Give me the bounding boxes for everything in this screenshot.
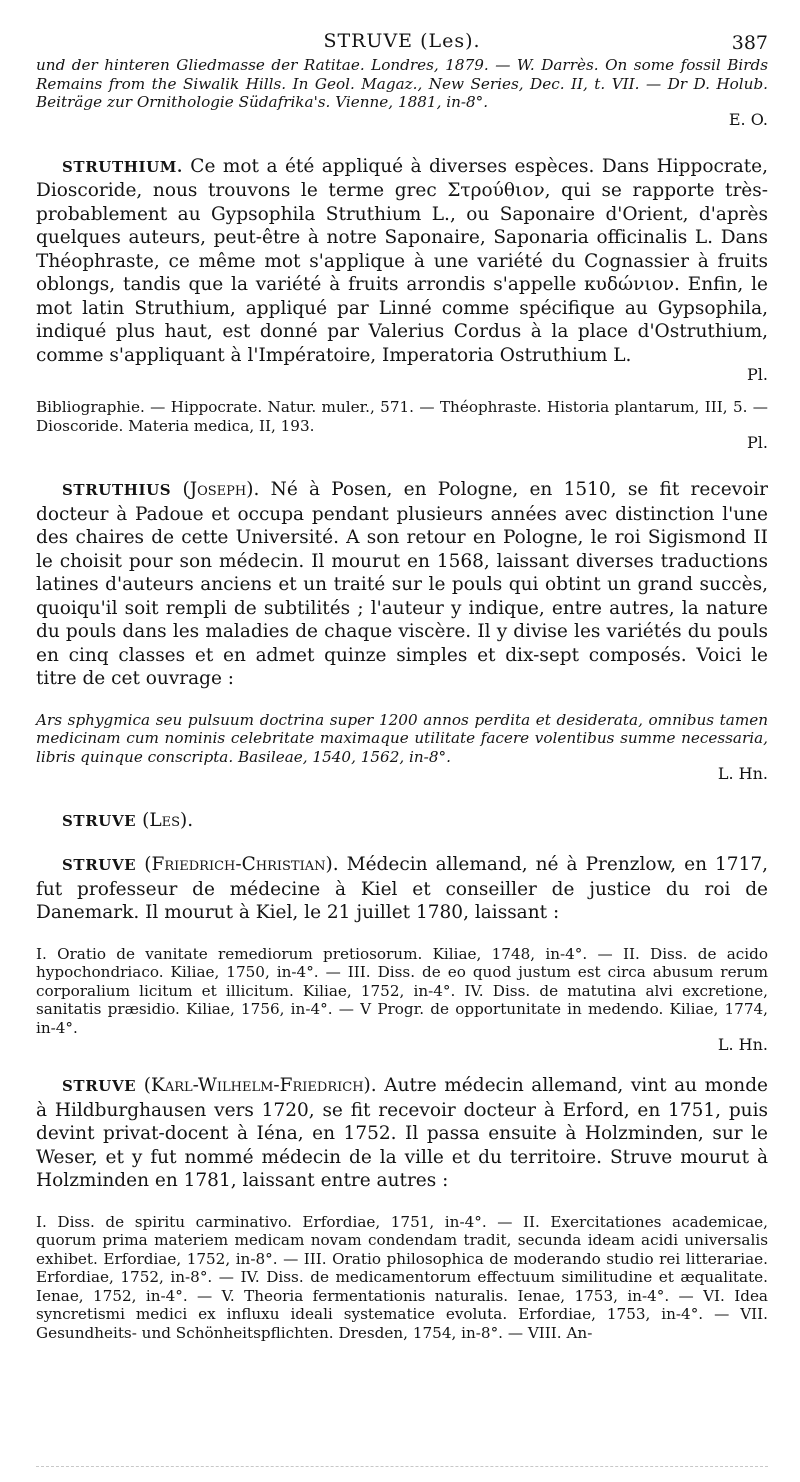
struthius-name: (Joseph). xyxy=(182,479,260,500)
headword-struthius: STRUTHIUS xyxy=(62,481,172,499)
struve-kwf-name: (Karl-Wilhelm-Friedrich). xyxy=(143,1075,377,1096)
entry-struve-les xyxy=(36,809,768,833)
struve-fc-bibliography xyxy=(36,945,768,1038)
struthium-signature: Pl. xyxy=(747,365,768,384)
entry-struthium xyxy=(36,155,768,368)
struve-fc-biblio-text: I. Oratio de vanitate remediorum pretiosorum. Kiliae, 1748, in-4°. — II. Diss. de acido hypochondriaco. Kiliae, 1750, in-4°. — III. Diss. de eo quod justum est circa abusum rerum corporalium licitum et illicitum. Kiliae, 1752, in-4°. IV. Diss. de matutina alvi excretione, sanitatis præsidio. Kiliae, 1756, in-4°. — V Progr. de opportunitate in medendo. Kiliae, 1774, in-4°. xyxy=(36,944,768,1037)
struve-fc-name: (Friedrich-Christian). xyxy=(144,854,339,875)
top-biblio-signature: E. O. xyxy=(728,109,768,129)
struthius-body: Né à Posen, en Pologne, en 1510, se fit recevoir docteur à Padoue et occupa pendant plusieurs années avec distinction l'une des chaires de cette Université. A son retour en Pologne, le roi Sigismond II le choisit pour son médecin. Il mourut en 1568, laissant diverses traductions latines d'auteurs anciens et un traité sur le pouls qui obtint un grand succès, quoiqu'il soit rempli de subtilités ; l'auteur y indique, entre autres, la nature du pouls dans les maladies de chaque viscère. Il y divise les variétés du pouls en cinq classes et en admet quinze simples et dix-sept composés. Voici le titre de cet ouvrage : xyxy=(36,479,768,689)
struthius-biblio-signature: L. Hn. xyxy=(717,764,768,783)
footer-rule xyxy=(36,1466,768,1467)
struve-kwf-body: Autre médecin allemand, vint au monde à Hildburghausen vers 1720, se fit recevoir docteur à Erford, en 1751, puis devint privat-docent à Iéna, en 1752. Il passa ensuite à Holzminden, sur le Weser, et y fut nommé médecin de la ville et du territoire. Struve mourut à Holzminden en 1781, laissant entre autres : xyxy=(36,1075,769,1191)
struve-kwf-biblio-text: I. Diss. de spiritu carminativo. Erfordiae, 1751, in-4°. — II. Exercitationes academicae, quorum prima materiem medicam novam condendam tradit, secunda ideam acidi universalis exhibet. Erfordiae, 1752, in-8°. — III. Oratio philosophica de moderando studio rei litterariae. Erfordiae, 1752, in-8°. — IV. Diss. de medicamentorum effectuum similitudine et æqualitate. Ienae, 1752, in-4°. — V. Theoria fermentationis naturalis. Ienae, 1753, in-4°. — VI. Idea syncretismi medici ex influxu ideali systematice evoluta. Erfordiae, 1753, in-4°. — VII. Gesundheits- und Schönheitspflichten. Dresden, 1754, in-8°. — VIII. An- xyxy=(36,1212,768,1342)
top-biblio-text: und der hinteren Gliedmasse der Ratitae. Londres, 1879. — W. Darrès. On some fossil Birds Remains from the Siwalik Hills. In Geol. Magaz., New Series, Dec. II, t. VII. — Dr D. Holub. Beiträge zur Ornithologie Südafrika's. Vienne, 1881, in-8°. xyxy=(36,56,768,111)
top-bibliography xyxy=(36,56,768,112)
entry-struve-friedrich-christian xyxy=(36,853,768,925)
struve-fc-body: Médecin allemand, né à Prenzlow, en 1717, fut professeur de médecine à Kiel et conseiller de justice du roi de Danemark. Il mourut à Kiel, le 21 juillet 1780, laissant : xyxy=(36,854,768,923)
running-title: STRUVE (Les). xyxy=(323,30,481,52)
struthium-bibliography xyxy=(36,398,768,435)
page-number: 387 xyxy=(731,32,768,54)
headword-struve-les: STRUVE xyxy=(62,812,137,830)
struve-fc-biblio-signature: L. Hn. xyxy=(717,1035,768,1054)
struthius-biblio-text: Ars sphygmica seu pulsuum doctrina super 1200 annos perdita et desiderata, omnibus tamen medicinam cum nominis celebritate maximaque utilitate facere volentibus summe necessaria, libris quinque conscripta. Basileae, 1540, 1562, in-8°. xyxy=(36,710,768,766)
headword-struve-fc: STRUVE xyxy=(62,856,137,874)
struthium-biblio-text: Bibliographie. — Hippocrate. Natur. muler., 571. — Théophraste. Historia plantarum, III, 5. — Dioscoride. Materia medica, II, 193. xyxy=(36,398,768,435)
struve-kwf-bibliography xyxy=(36,1213,768,1343)
entry-struve-karl-wilhelm-friedrich xyxy=(36,1074,768,1193)
entry-struthius xyxy=(36,478,768,691)
struthium-body: Ce mot a été appliqué à diverses espèces. Dans Hippocrate, Dioscoride, nous trouvons le terme grec Στρούθιον, qui se rapporte très-probablement au Gypsophila Struthium L., ou Saponaire d'Orient, d'après quelques auteurs, peut-être à notre Saponaire, Saponaria officinalis L. Dans Théophraste, ce même mot s'applique à une variété du Cognassier à fruits oblongs, tandis que la variété à fruits arrondis s'appelle κυδώνιον. Enfin, le mot latin Struthium, appliqué par Linné comme spécifique au Gypsophila, indiqué plus haut, est donné par Valerius Cordus à la place d'Ostruthium, comme s'appliquant à l'Impératoire, Imperatoria Ostruthium L. xyxy=(36,155,768,366)
struthium-biblio-signature: Pl. xyxy=(747,433,768,452)
headword-struve-kwf: STRUVE xyxy=(62,1077,137,1095)
running-head xyxy=(36,30,768,56)
headword-struthium: STRUTHIUM. xyxy=(62,157,183,176)
struve-les-name: (Les). xyxy=(142,810,194,831)
struthius-bibliography xyxy=(36,711,768,767)
